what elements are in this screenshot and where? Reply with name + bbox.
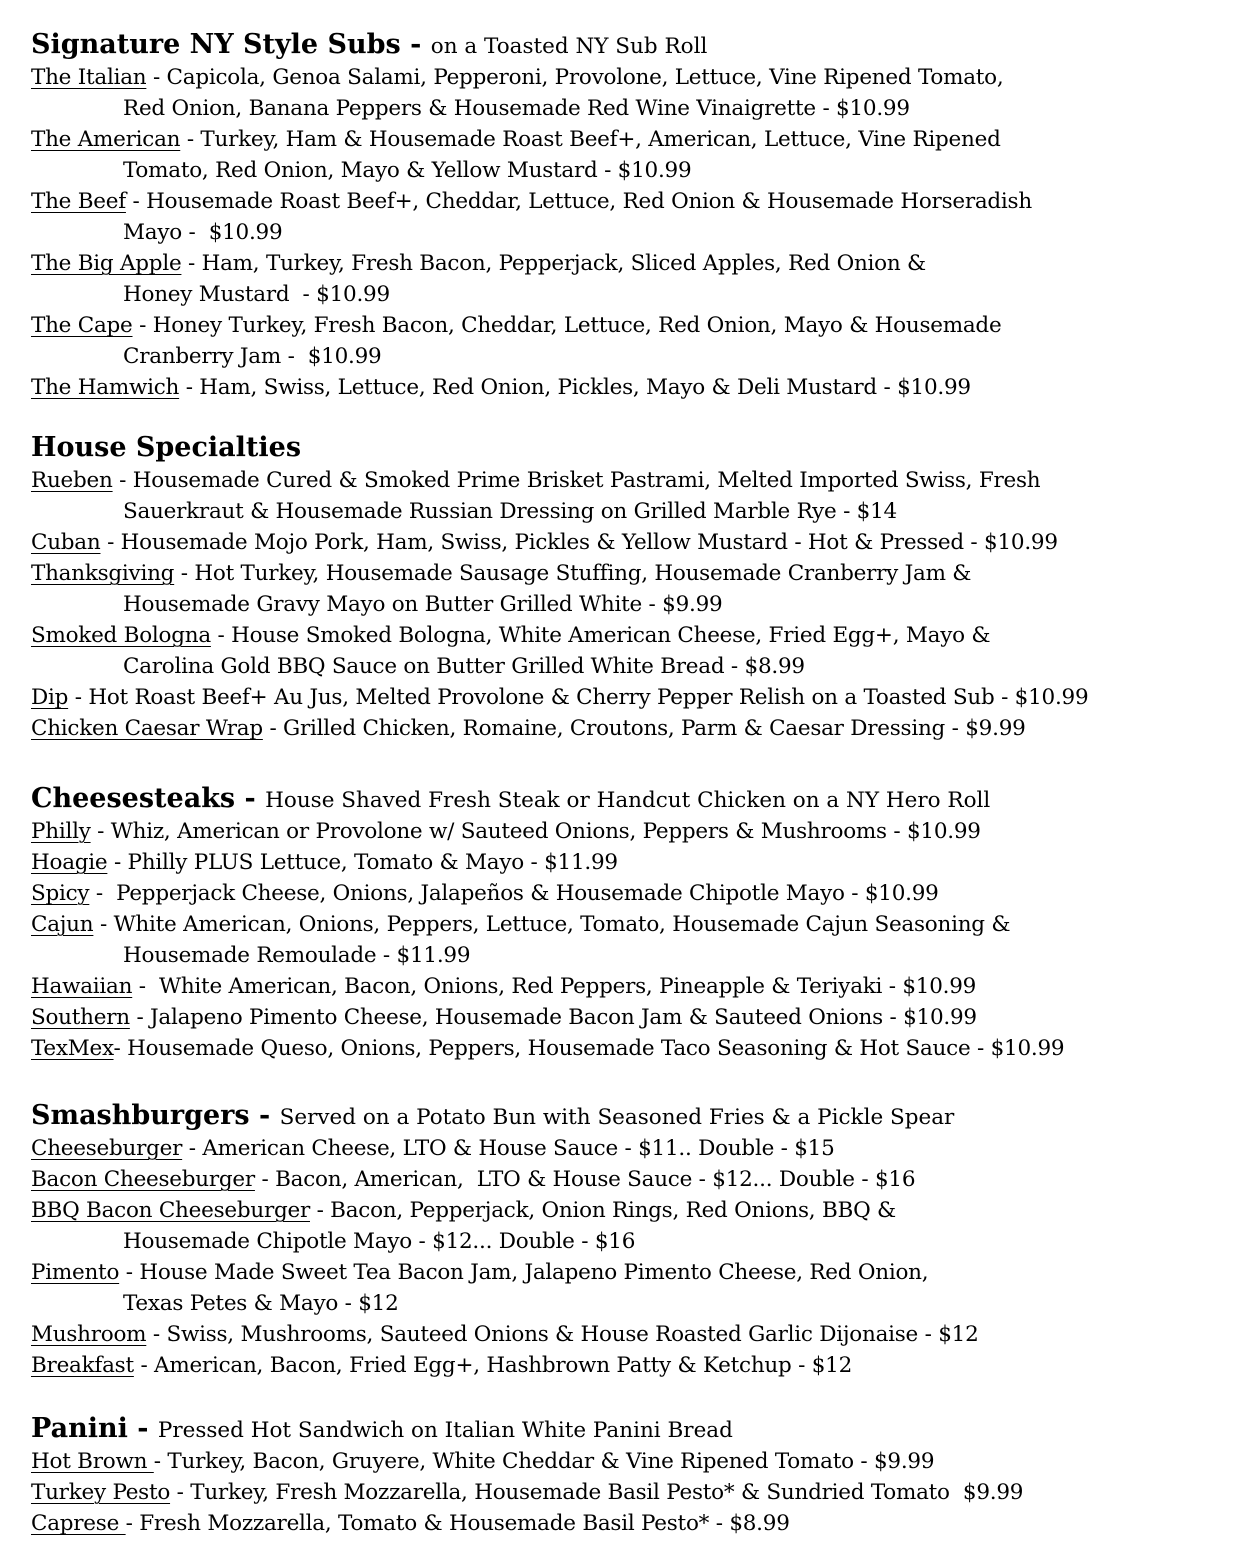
menu-item-name: Southern xyxy=(31,1005,130,1030)
menu-item-name: Chicken Caesar Wrap xyxy=(31,716,263,741)
menu-item-name: Smoked Bologna xyxy=(31,623,211,648)
menu-item xyxy=(31,1319,1243,1350)
menu-item xyxy=(31,1133,1243,1164)
menu-item xyxy=(31,248,1243,310)
menu-item-description-cont: Red Onion, Banana Peppers & Housemade Red Wine Vinaigrette - $10.99 xyxy=(123,96,910,121)
section-separator: - xyxy=(400,29,431,60)
menu-item xyxy=(31,847,1243,878)
menu-item xyxy=(31,1350,1243,1381)
section-heading xyxy=(31,431,1243,465)
menu-item-description-cont: Housemade Gravy Mayo on Butter Grilled White - $9.99 xyxy=(123,592,723,617)
menu-item-name: Mushroom xyxy=(31,1322,147,1347)
menu-item xyxy=(31,1002,1243,1033)
menu-item-description: - Housemade Mojo Pork, Ham, Swiss, Pickles & Yellow Mustard - Hot & Pressed - $10.99 xyxy=(100,530,1058,555)
menu-item-name: Hot Brown xyxy=(31,1449,154,1474)
menu-item-name: Hoagie xyxy=(31,850,108,875)
menu-item-description: - White American, Onions, Peppers, Lettuce, Tomato, Housemade Cajun Seasoning & xyxy=(93,912,1011,937)
menu-item-name: Hawaiian xyxy=(31,974,133,999)
menu-item xyxy=(31,620,1243,682)
menu-item-name: The Italian xyxy=(31,65,147,90)
section-heading xyxy=(31,782,1243,816)
menu-item-name: Thanksgiving xyxy=(31,561,175,586)
menu-item-description: - American, Bacon, Fried Egg+, Hashbrown Patty & Ketchup - $12 xyxy=(133,1353,853,1378)
section-subtitle: on a Toasted NY Sub Roll xyxy=(430,34,708,59)
section-title: House Specialties xyxy=(31,432,302,463)
menu-item-description: - Honey Turkey, Fresh Bacon, Cheddar, Lettuce, Red Onion, Mayo & Housemade xyxy=(132,313,1002,338)
menu-item-description-cont: Texas Petes & Mayo - $12 xyxy=(123,1291,399,1316)
menu-item-description: - White American, Bacon, Onions, Red Peppers, Pineapple & Teriyaki - $10.99 xyxy=(132,974,977,999)
menu-item xyxy=(31,1033,1243,1064)
menu-item-description: - American Cheese, LTO & House Sauce - $11.. Double - $15 xyxy=(182,1136,835,1161)
menu-item-description: - Turkey, Ham & Housemade Roast Beef+, American, Lettuce, Vine Ripened xyxy=(180,127,1001,152)
menu-item-name: Spicy xyxy=(31,881,90,906)
menu-item-name: Turkey Pesto xyxy=(31,1480,171,1505)
menu-item-name: Bacon Cheeseburger xyxy=(31,1167,255,1192)
menu-item-description: - Grilled Chicken, Romaine, Croutons, Parm & Caesar Dressing - $9.99 xyxy=(262,716,1026,741)
menu-item xyxy=(31,310,1243,372)
menu-item xyxy=(31,971,1243,1002)
menu-item xyxy=(31,816,1243,847)
menu-item-description: - Bacon, American, LTO & House Sauce - $12... Double - $16 xyxy=(254,1167,916,1192)
menu-item xyxy=(31,124,1243,186)
menu-section xyxy=(31,1412,1243,1539)
section-separator: - xyxy=(127,1413,158,1444)
menu-item xyxy=(31,465,1243,527)
menu-item-name: Pimento xyxy=(31,1260,120,1285)
menu-item-name: The Hamwich xyxy=(31,375,180,400)
section-heading xyxy=(31,1099,1243,1133)
menu-item xyxy=(31,1446,1243,1477)
menu-item-description-cont: Housemade Chipotle Mayo - $12... Double - $16 xyxy=(123,1229,636,1254)
menu-section xyxy=(31,782,1243,1064)
menu-item xyxy=(31,909,1243,971)
section-title: Smashburgers xyxy=(31,1100,250,1131)
menu-item-description: - Housemade Roast Beef+, Cheddar, Lettuce, Red Onion & Housemade Horseradish xyxy=(125,189,1032,214)
menu-item-name: Rueben xyxy=(31,468,113,493)
menu-item xyxy=(31,558,1243,620)
menu-item-name: The Big Apple xyxy=(31,251,182,276)
menu-item xyxy=(31,372,1243,403)
menu-item-description: - Jalapeno Pimento Cheese, Housemade Bacon Jam & Sauteed Onions - $10.99 xyxy=(129,1005,977,1030)
menu-item-name: The American xyxy=(31,127,181,152)
menu-item-name: Breakfast xyxy=(31,1353,134,1378)
menu-item-name: Caprese xyxy=(31,1511,126,1536)
menu-item xyxy=(31,1195,1243,1257)
menu-item-name: The Beef xyxy=(31,189,126,214)
menu-item-description: - Ham, Swiss, Lettuce, Red Onion, Pickles, Mayo & Deli Mustard - $10.99 xyxy=(179,375,971,400)
menu-item-description: - Housemade Queso, Onions, Peppers, Housemade Taco Seasoning & Hot Sauce - $10.99 xyxy=(113,1036,1065,1061)
menu-item xyxy=(31,682,1243,713)
menu-item xyxy=(31,1508,1243,1539)
section-separator: - xyxy=(249,1100,280,1131)
menu-item-description: - Swiss, Mushrooms, Sauteed Onions & House Roasted Garlic Dijonaise - $12 xyxy=(146,1322,979,1347)
menu-item xyxy=(31,527,1243,558)
menu-item-name: TexMex xyxy=(31,1036,114,1061)
menu-item-description-cont: Sauerkraut & Housemade Russian Dressing on Grilled Marble Rye - $14 xyxy=(123,499,897,524)
menu-item-description: - House Made Sweet Tea Bacon Jam, Jalapeno Pimento Cheese, Red Onion, xyxy=(119,1260,929,1285)
menu-item-description: - Hot Turkey, Housemade Sausage Stuffing, Housemade Cranberry Jam & xyxy=(174,561,972,586)
menu-item xyxy=(31,62,1243,124)
section-subtitle: House Shaved Fresh Steak or Handcut Chicken on a NY Hero Roll xyxy=(265,788,991,813)
menu-item xyxy=(31,878,1243,909)
menu-item xyxy=(31,1164,1243,1195)
menu-item-description: - Capicola, Genoa Salami, Pepperoni, Provolone, Lettuce, Vine Ripened Tomato, xyxy=(146,65,1004,90)
menu-item-description: - Whiz, American or Provolone w/ Sauteed Onions, Peppers & Mushrooms - $10.99 xyxy=(90,819,981,844)
section-title: Panini xyxy=(31,1413,128,1444)
menu-item xyxy=(31,186,1243,248)
section-heading xyxy=(31,1412,1243,1446)
menu-item-name: Cajun xyxy=(31,912,94,937)
menu-item-description: - Philly PLUS Lettuce, Tomato & Mayo - $11.99 xyxy=(107,850,618,875)
menu-item-description-cont: Mayo - $10.99 xyxy=(123,220,283,245)
menu-item-description: - House Smoked Bologna, White American Cheese, Fried Egg+, Mayo & xyxy=(210,623,991,648)
menu-item xyxy=(31,1477,1243,1508)
menu-item-name: Cheeseburger xyxy=(31,1136,183,1161)
menu-item xyxy=(31,713,1243,744)
menu-item-description-cont: Tomato, Red Onion, Mayo & Yellow Mustard - $10.99 xyxy=(123,158,692,183)
section-title: Signature NY Style Subs xyxy=(31,29,401,60)
section-heading xyxy=(31,28,1243,62)
menu-section xyxy=(31,28,1243,403)
menu-item-name: Dip xyxy=(31,685,69,710)
menu-item-name: Philly xyxy=(31,819,91,844)
menu-item-description-cont: Honey Mustard - $10.99 xyxy=(123,282,390,307)
section-subtitle: Served on a Potato Bun with Seasoned Fries & a Pickle Spear xyxy=(279,1105,955,1130)
section-separator: - xyxy=(235,783,266,814)
menu-item-description: - Housemade Cured & Smoked Prime Brisket Pastrami, Melted Imported Swiss, Fresh xyxy=(112,468,1041,493)
menu-item xyxy=(31,1257,1243,1319)
menu-section xyxy=(31,1099,1243,1381)
menu-item-description-cont: Cranberry Jam - $10.99 xyxy=(123,344,382,369)
menu-item-description: - Hot Roast Beef+ Au Jus, Melted Provolone & Cherry Pepper Relish on a Toasted Sub - $10.99 xyxy=(68,685,1089,710)
section-subtitle: Pressed Hot Sandwich on Italian White Panini Bread xyxy=(157,1418,733,1443)
menu-item-name: Cuban xyxy=(31,530,101,555)
menu-item-description: - Fresh Mozzarella, Tomato & Housemade Basil Pesto* - $8.99 xyxy=(125,1511,790,1536)
menu-item-description: - Pepperjack Cheese, Onions, Jalapeños & Housemade Chipotle Mayo - $10.99 xyxy=(89,881,939,906)
menu-section xyxy=(31,431,1243,744)
menu-item-description-cont: Housemade Remoulade - $11.99 xyxy=(123,943,471,968)
section-title: Cheesesteaks xyxy=(31,783,236,814)
menu-item-description: - Bacon, Pepperjack, Onion Rings, Red Onions, BBQ & xyxy=(310,1198,896,1223)
menu-item-description: - Ham, Turkey, Fresh Bacon, Pepperjack, Sliced Apples, Red Onion & xyxy=(181,251,926,276)
menu-item-description: - Turkey, Bacon, Gruyere, White Cheddar & Vine Ripened Tomato - $9.99 xyxy=(153,1449,935,1474)
menu-item-description: - Turkey, Fresh Mozzarella, Housemade Basil Pesto* & Sundried Tomato $9.99 xyxy=(170,1480,1024,1505)
menu-item-name: The Cape xyxy=(31,313,133,338)
menu-item-description-cont: Carolina Gold BBQ Sauce on Butter Grilled White Bread - $8.99 xyxy=(123,654,805,679)
menu-item-name: BBQ Bacon Cheeseburger xyxy=(31,1198,310,1223)
